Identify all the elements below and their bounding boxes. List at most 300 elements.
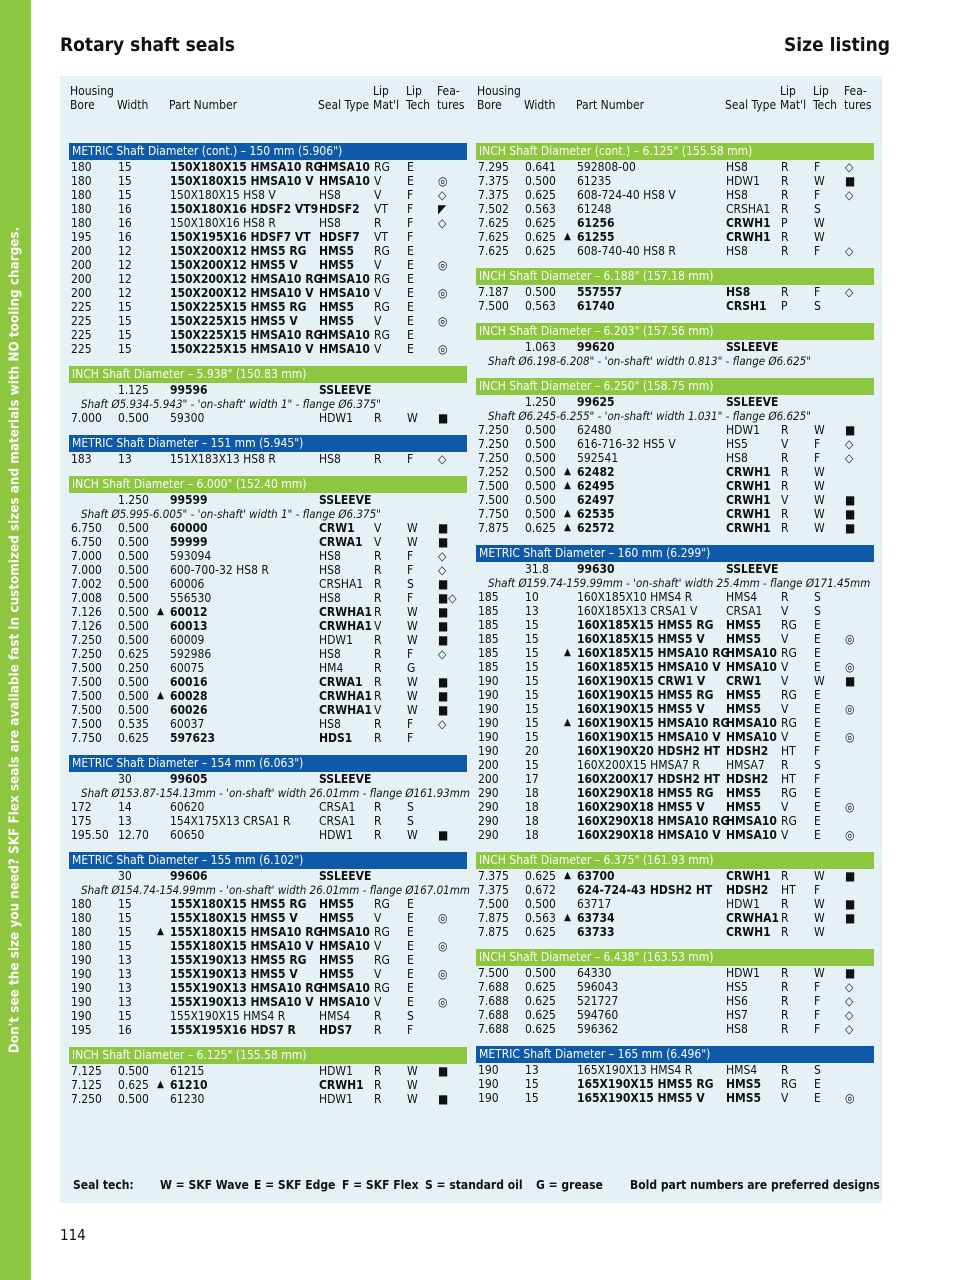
seal-type: CRSA1: [319, 814, 356, 828]
table-row: [69, 828, 467, 842]
lip-tech: F: [814, 883, 821, 897]
housing-bore: 7.250: [71, 647, 102, 661]
housing-bore: 180: [71, 160, 92, 174]
features: ◎: [438, 286, 448, 300]
part-number: 60650: [170, 828, 205, 842]
table-row: [476, 660, 874, 674]
part-number: 62572: [577, 521, 615, 535]
width: 15: [525, 674, 539, 688]
features: ■: [438, 675, 449, 689]
shaft-section: [476, 143, 874, 258]
table-row: [69, 647, 467, 661]
table-row: [69, 300, 467, 314]
seal-type: HDW1: [319, 633, 353, 647]
width: 1.063: [525, 340, 556, 354]
seal-type: HS5: [726, 437, 748, 451]
features: ◇: [845, 980, 854, 994]
table-row: [476, 244, 874, 258]
lip-tech: W: [407, 1092, 418, 1106]
housing-bore: 7.000: [71, 411, 102, 425]
lip-material: R: [374, 633, 382, 647]
lip-material: R: [374, 689, 382, 703]
lip-tech: S: [407, 1009, 414, 1023]
seal-type: SSLEEVE: [726, 395, 779, 409]
legend-standard-oil: S = standard oil: [425, 1178, 523, 1192]
features: ◇: [845, 437, 854, 451]
seal-type: HS8: [319, 452, 341, 466]
seal-type: HMSA10: [726, 814, 777, 828]
table-row: [476, 437, 874, 451]
width: 0.625: [118, 731, 149, 745]
housing-bore: 7.875: [478, 911, 509, 925]
table-row: [476, 758, 874, 772]
lip-tech: W: [814, 230, 825, 244]
lip-material: R: [781, 465, 789, 479]
seal-type: HMSA10: [726, 730, 777, 744]
header-part-number: Part Number: [576, 98, 645, 112]
part-number: 63733: [577, 925, 615, 939]
seal-type: HMSA7: [726, 758, 765, 772]
header-lip-mat-2: Mat'l: [780, 98, 807, 112]
table-row: [69, 202, 467, 216]
features: ◇: [845, 1008, 854, 1022]
width: 15: [525, 688, 539, 702]
features: ◇: [845, 994, 854, 1008]
table-row: [69, 577, 467, 591]
lip-tech: E: [814, 702, 821, 716]
part-number: 155X180X15 HMS5 V: [170, 911, 298, 925]
part-number: 62497: [577, 493, 615, 507]
part-number: 160X190X15 HMSA10 RG: [577, 716, 730, 730]
housing-bore: 7.500: [478, 299, 509, 313]
housing-bore: 7.875: [478, 925, 509, 939]
housing-bore: 185: [478, 618, 499, 632]
housing-bore: 225: [71, 328, 92, 342]
part-number: 60000: [170, 521, 208, 535]
part-number: 160X185X15 HMS5 RG: [577, 618, 714, 632]
seal-type: HMS4: [319, 1009, 351, 1023]
lip-material: R: [374, 452, 382, 466]
width: 12: [118, 286, 132, 300]
table-row: [69, 314, 467, 328]
table-row: [476, 618, 874, 632]
table-row: [476, 674, 874, 688]
lip-tech: F: [407, 549, 414, 563]
table-row: [69, 452, 467, 466]
table-row: [476, 576, 874, 590]
width: 15: [525, 730, 539, 744]
table-row: [69, 814, 467, 828]
lip-material: V: [374, 911, 382, 925]
lip-material: R: [374, 549, 382, 563]
features: ◎: [438, 967, 448, 981]
table-row: [69, 188, 467, 202]
lip-material: RG: [374, 328, 390, 342]
table-row: [476, 479, 874, 493]
seal-type: HMSA10: [726, 828, 777, 842]
part-number: 160X185X15 HMS5 V: [577, 632, 705, 646]
table-row: [69, 605, 467, 619]
lip-tech: F: [814, 772, 821, 786]
width: 15: [118, 925, 132, 939]
table-row: [476, 883, 874, 897]
part-number: 592986: [170, 647, 212, 661]
table-row: [69, 563, 467, 577]
width: 0.625: [525, 216, 556, 230]
lip-tech: W: [814, 897, 825, 911]
features: ■: [845, 966, 856, 980]
width: 18: [525, 814, 539, 828]
lip-material: RG: [781, 814, 797, 828]
housing-bore: 190: [478, 702, 499, 716]
features: ■: [438, 703, 449, 717]
new-design-triangle-icon: ▲: [157, 690, 164, 701]
shaft-note: Shaft Ø6.245-6.255" - 'on-shaft' width 1.031" - flange Ø6.625": [488, 409, 811, 423]
housing-bore: 7.500: [478, 479, 509, 493]
shaft-section: [69, 366, 467, 425]
table-row: [476, 465, 874, 479]
part-number: 99620: [577, 340, 615, 354]
width: 13: [525, 1063, 539, 1077]
new-design-triangle-icon: ▲: [564, 870, 571, 881]
part-number: 60009: [170, 633, 205, 647]
shaft-section: [69, 143, 467, 356]
lip-material: R: [374, 661, 382, 675]
housing-bore: 7.500: [478, 966, 509, 980]
lip-tech: W: [814, 507, 825, 521]
lip-tech: E: [814, 632, 821, 646]
seal-type: HMS5: [726, 702, 762, 716]
seal-type: HS7: [726, 1008, 748, 1022]
seal-type: CRWHA1: [319, 605, 373, 619]
housing-bore: 7.187: [478, 285, 509, 299]
housing-bore: 7.375: [478, 174, 509, 188]
part-number: 160X185X13 CRSA1 V: [577, 604, 698, 618]
header-lip-mat-2: Mat'l: [373, 98, 400, 112]
seal-type: HDW1: [319, 1092, 353, 1106]
width: 0.625: [525, 1022, 556, 1036]
lip-material: R: [781, 230, 789, 244]
table-row: [476, 202, 874, 216]
lip-material: V: [781, 1091, 789, 1105]
part-number: 64330: [577, 966, 612, 980]
width: 15: [525, 618, 539, 632]
lip-tech: F: [814, 1022, 821, 1036]
seal-type: HS8: [726, 244, 748, 258]
width: 16: [118, 216, 132, 230]
housing-bore: 7.500: [71, 717, 102, 731]
housing-bore: 185: [478, 632, 499, 646]
housing-bore: 6.750: [71, 521, 102, 535]
housing-bore: 7.375: [478, 883, 509, 897]
width: 15: [525, 716, 539, 730]
housing-bore: 172: [71, 800, 92, 814]
table-row: [69, 633, 467, 647]
lip-tech: E: [407, 328, 414, 342]
lip-tech: E: [407, 981, 414, 995]
width: 0.500: [525, 465, 556, 479]
seal-type: CRW1: [726, 674, 762, 688]
features: ■: [438, 577, 449, 591]
table-row: [476, 521, 874, 535]
features: ◎: [845, 828, 855, 842]
table-row: [476, 1077, 874, 1091]
seal-type: HMSA10: [319, 981, 370, 995]
width: 16: [118, 202, 132, 216]
seal-type: HDSH2: [726, 744, 769, 758]
part-number: 160X190X15 HMS5 V: [577, 702, 705, 716]
housing-bore: 190: [478, 1091, 499, 1105]
table-row: [69, 675, 467, 689]
lip-material: R: [781, 897, 789, 911]
width: 15: [118, 1009, 132, 1023]
housing-bore: 290: [478, 786, 499, 800]
lip-material: R: [374, 800, 382, 814]
table-row: [69, 925, 467, 939]
width: 15: [525, 646, 539, 660]
lip-material: R: [781, 285, 789, 299]
housing-bore: 175: [71, 814, 92, 828]
seal-type: HS8: [726, 188, 748, 202]
part-number: 60016: [170, 675, 208, 689]
seal-type: HS8: [726, 451, 748, 465]
housing-bore: 200: [478, 758, 499, 772]
width: 15: [118, 897, 132, 911]
lip-material: R: [374, 216, 382, 230]
lip-tech: F: [814, 160, 821, 174]
lip-material: V: [374, 619, 382, 633]
seal-type: CRWH1: [726, 521, 771, 535]
lip-material: VT: [374, 230, 388, 244]
width: 16: [118, 230, 132, 244]
lip-material: V: [374, 286, 382, 300]
table-row: [69, 703, 467, 717]
width: 15: [118, 314, 132, 328]
table-row: [476, 174, 874, 188]
legend-edge: E = SKF Edge: [254, 1178, 336, 1192]
lip-tech: W: [814, 966, 825, 980]
width: 0.500: [525, 479, 556, 493]
shaft-note: Shaft Ø5.934-5.943" - 'on-shaft' width 1" - flange Ø6.375": [81, 397, 381, 411]
part-number: 154X175X13 CRSA1 R: [170, 814, 291, 828]
seal-type: HS8: [726, 160, 748, 174]
housing-bore: 290: [478, 828, 499, 842]
table-row: [476, 299, 874, 313]
housing-bore: 200: [71, 286, 92, 300]
width: 0.500: [525, 437, 556, 451]
width: 10: [525, 590, 539, 604]
features: ◎: [845, 660, 855, 674]
width: 0.250: [118, 661, 149, 675]
part-number: 60620: [170, 800, 205, 814]
part-number: 155X180X15 HMSA10 RG: [170, 925, 323, 939]
lip-material: RG: [781, 646, 797, 660]
part-number: 60012: [170, 605, 208, 619]
lip-material: R: [781, 1022, 789, 1036]
part-number: 150X200X12 HMSA10 V: [170, 286, 314, 300]
table-row: [476, 230, 874, 244]
lip-material: R: [374, 411, 382, 425]
seal-type: HDW1: [726, 897, 760, 911]
part-number: 521727: [577, 994, 619, 1008]
shaft-note: Shaft Ø5.995-6.005" - 'on-shaft' width 1" - flange Ø6.375": [81, 507, 381, 521]
part-number: 59999: [170, 535, 208, 549]
housing-bore: 7.688: [478, 980, 509, 994]
width: 13: [525, 604, 539, 618]
width: 0.500: [118, 703, 149, 717]
seal-type: HMS5: [726, 632, 762, 646]
seal-type: SSLEEVE: [319, 493, 372, 507]
part-number: 60028: [170, 689, 208, 703]
shaft-section: [69, 1047, 467, 1106]
part-number: 150X200X12 HMS5 V: [170, 258, 298, 272]
lip-tech: S: [407, 800, 414, 814]
part-number: 160X290X18 HMSA10 RG: [577, 814, 730, 828]
shaft-section: [69, 435, 467, 466]
housing-bore: 7.375: [478, 869, 509, 883]
features: ◎: [845, 1091, 855, 1105]
part-number: 160X190X15 HMS5 RG: [577, 688, 714, 702]
housing-bore: 190: [71, 981, 92, 995]
lip-material: RG: [374, 160, 390, 174]
lip-tech: E: [814, 1091, 821, 1105]
section-header: INCH Shaft Diameter – 6.203" (157.56 mm): [476, 323, 874, 340]
seal-type: CRWA1: [319, 535, 363, 549]
features: ■: [845, 897, 856, 911]
table-row: [476, 604, 874, 618]
lip-tech: E: [407, 342, 414, 356]
lip-tech: E: [814, 814, 821, 828]
features: ◇: [845, 451, 854, 465]
features: ■: [845, 423, 856, 437]
features: ■: [845, 507, 856, 521]
seal-type: CRWHA1: [726, 911, 780, 925]
new-design-triangle-icon: ▲: [157, 926, 164, 937]
part-number: 63734: [577, 911, 615, 925]
part-number: 63717: [577, 897, 612, 911]
lip-material: R: [781, 507, 789, 521]
part-number: 99630: [577, 562, 615, 576]
lip-tech: W: [814, 216, 825, 230]
lip-tech: F: [407, 216, 414, 230]
part-number: 160X190X20 HDSH2 HT: [577, 744, 720, 758]
part-number: 150X180X16 HDSF2 VT9: [170, 202, 319, 216]
lip-material: HT: [781, 772, 796, 786]
table-row: [476, 493, 874, 507]
seal-type: HDS7: [319, 1023, 353, 1037]
listing-column-left: [69, 143, 470, 1116]
lip-material: R: [781, 911, 789, 925]
housing-bore: 7.008: [71, 591, 102, 605]
width: 0.500: [118, 605, 149, 619]
lip-material: R: [781, 451, 789, 465]
width: 0.625: [525, 994, 556, 1008]
section-title: Size listing: [784, 34, 890, 56]
table-row: [69, 897, 467, 911]
section-header: METRIC Shaft Diameter (cont.) – 150 mm (5.906"): [69, 143, 467, 160]
lip-material: R: [781, 590, 789, 604]
seal-type: HS8: [319, 563, 341, 577]
lip-material: R: [781, 1063, 789, 1077]
header-bore: Bore: [70, 98, 95, 112]
lip-tech: S: [814, 758, 821, 772]
width: 0.500: [118, 1092, 149, 1106]
features: ◇: [438, 188, 447, 202]
table-row: [476, 451, 874, 465]
width: 12: [118, 244, 132, 258]
width: 0.625: [525, 869, 556, 883]
lip-tech: F: [407, 202, 414, 216]
housing-bore: 180: [71, 174, 92, 188]
table-row: [476, 188, 874, 202]
seal-type: HMS5: [726, 1077, 762, 1091]
part-number: 150X180X15 HS8 V: [170, 188, 276, 202]
housing-bore: 195: [71, 230, 92, 244]
lip-tech: E: [407, 911, 414, 925]
lip-material: R: [781, 980, 789, 994]
seal-type: HDSF2: [319, 202, 360, 216]
part-number: 150X180X16 HS8 R: [170, 216, 276, 230]
width: 0.625: [525, 1008, 556, 1022]
lip-material: RG: [781, 786, 797, 800]
features: ◎: [845, 702, 855, 716]
lip-tech: S: [814, 590, 821, 604]
new-design-triangle-icon: ▲: [564, 912, 571, 923]
lip-tech: S: [814, 1063, 821, 1077]
features: ■: [845, 869, 856, 883]
part-number: 160X290X18 HMS5 V: [577, 800, 705, 814]
features: ◎: [845, 730, 855, 744]
housing-bore: 190: [71, 967, 92, 981]
width: 0.500: [118, 549, 149, 563]
features: ■: [438, 605, 449, 619]
housing-bore: 7.002: [71, 577, 102, 591]
section-header: INCH Shaft Diameter – 6.375" (161.93 mm): [476, 852, 874, 869]
part-number: 150X180X15 HMSA10 V: [170, 174, 314, 188]
part-number: 60026: [170, 703, 208, 717]
housing-bore: 7.750: [478, 507, 509, 521]
width: 15: [118, 342, 132, 356]
table-row: [476, 562, 874, 576]
seal-type: HS6: [726, 994, 748, 1008]
seal-type: HMSA10: [319, 995, 370, 1009]
lip-material: RG: [781, 618, 797, 632]
width: 0.500: [118, 411, 149, 425]
seal-type: CRWH1: [319, 1078, 364, 1092]
table-row: [69, 995, 467, 1009]
lip-tech: S: [407, 814, 414, 828]
part-number: 62482: [577, 465, 615, 479]
lip-tech: E: [814, 828, 821, 842]
seal-type: CRWH1: [726, 479, 771, 493]
width: 0.625: [525, 521, 556, 535]
width: 0.563: [525, 911, 556, 925]
lip-tech: W: [814, 911, 825, 925]
part-number: 557557: [577, 285, 623, 299]
width: 30: [118, 869, 132, 883]
width: 13: [118, 452, 132, 466]
housing-bore: 7.502: [478, 202, 509, 216]
table-row: [476, 590, 874, 604]
lip-material: R: [374, 647, 382, 661]
table-row: [69, 258, 467, 272]
table-row: [69, 549, 467, 563]
part-number: 61235: [577, 174, 612, 188]
lip-tech: F: [407, 591, 414, 605]
lip-material: V: [781, 660, 789, 674]
housing-bore: 225: [71, 342, 92, 356]
header-lip-mat: Lip: [780, 84, 796, 98]
